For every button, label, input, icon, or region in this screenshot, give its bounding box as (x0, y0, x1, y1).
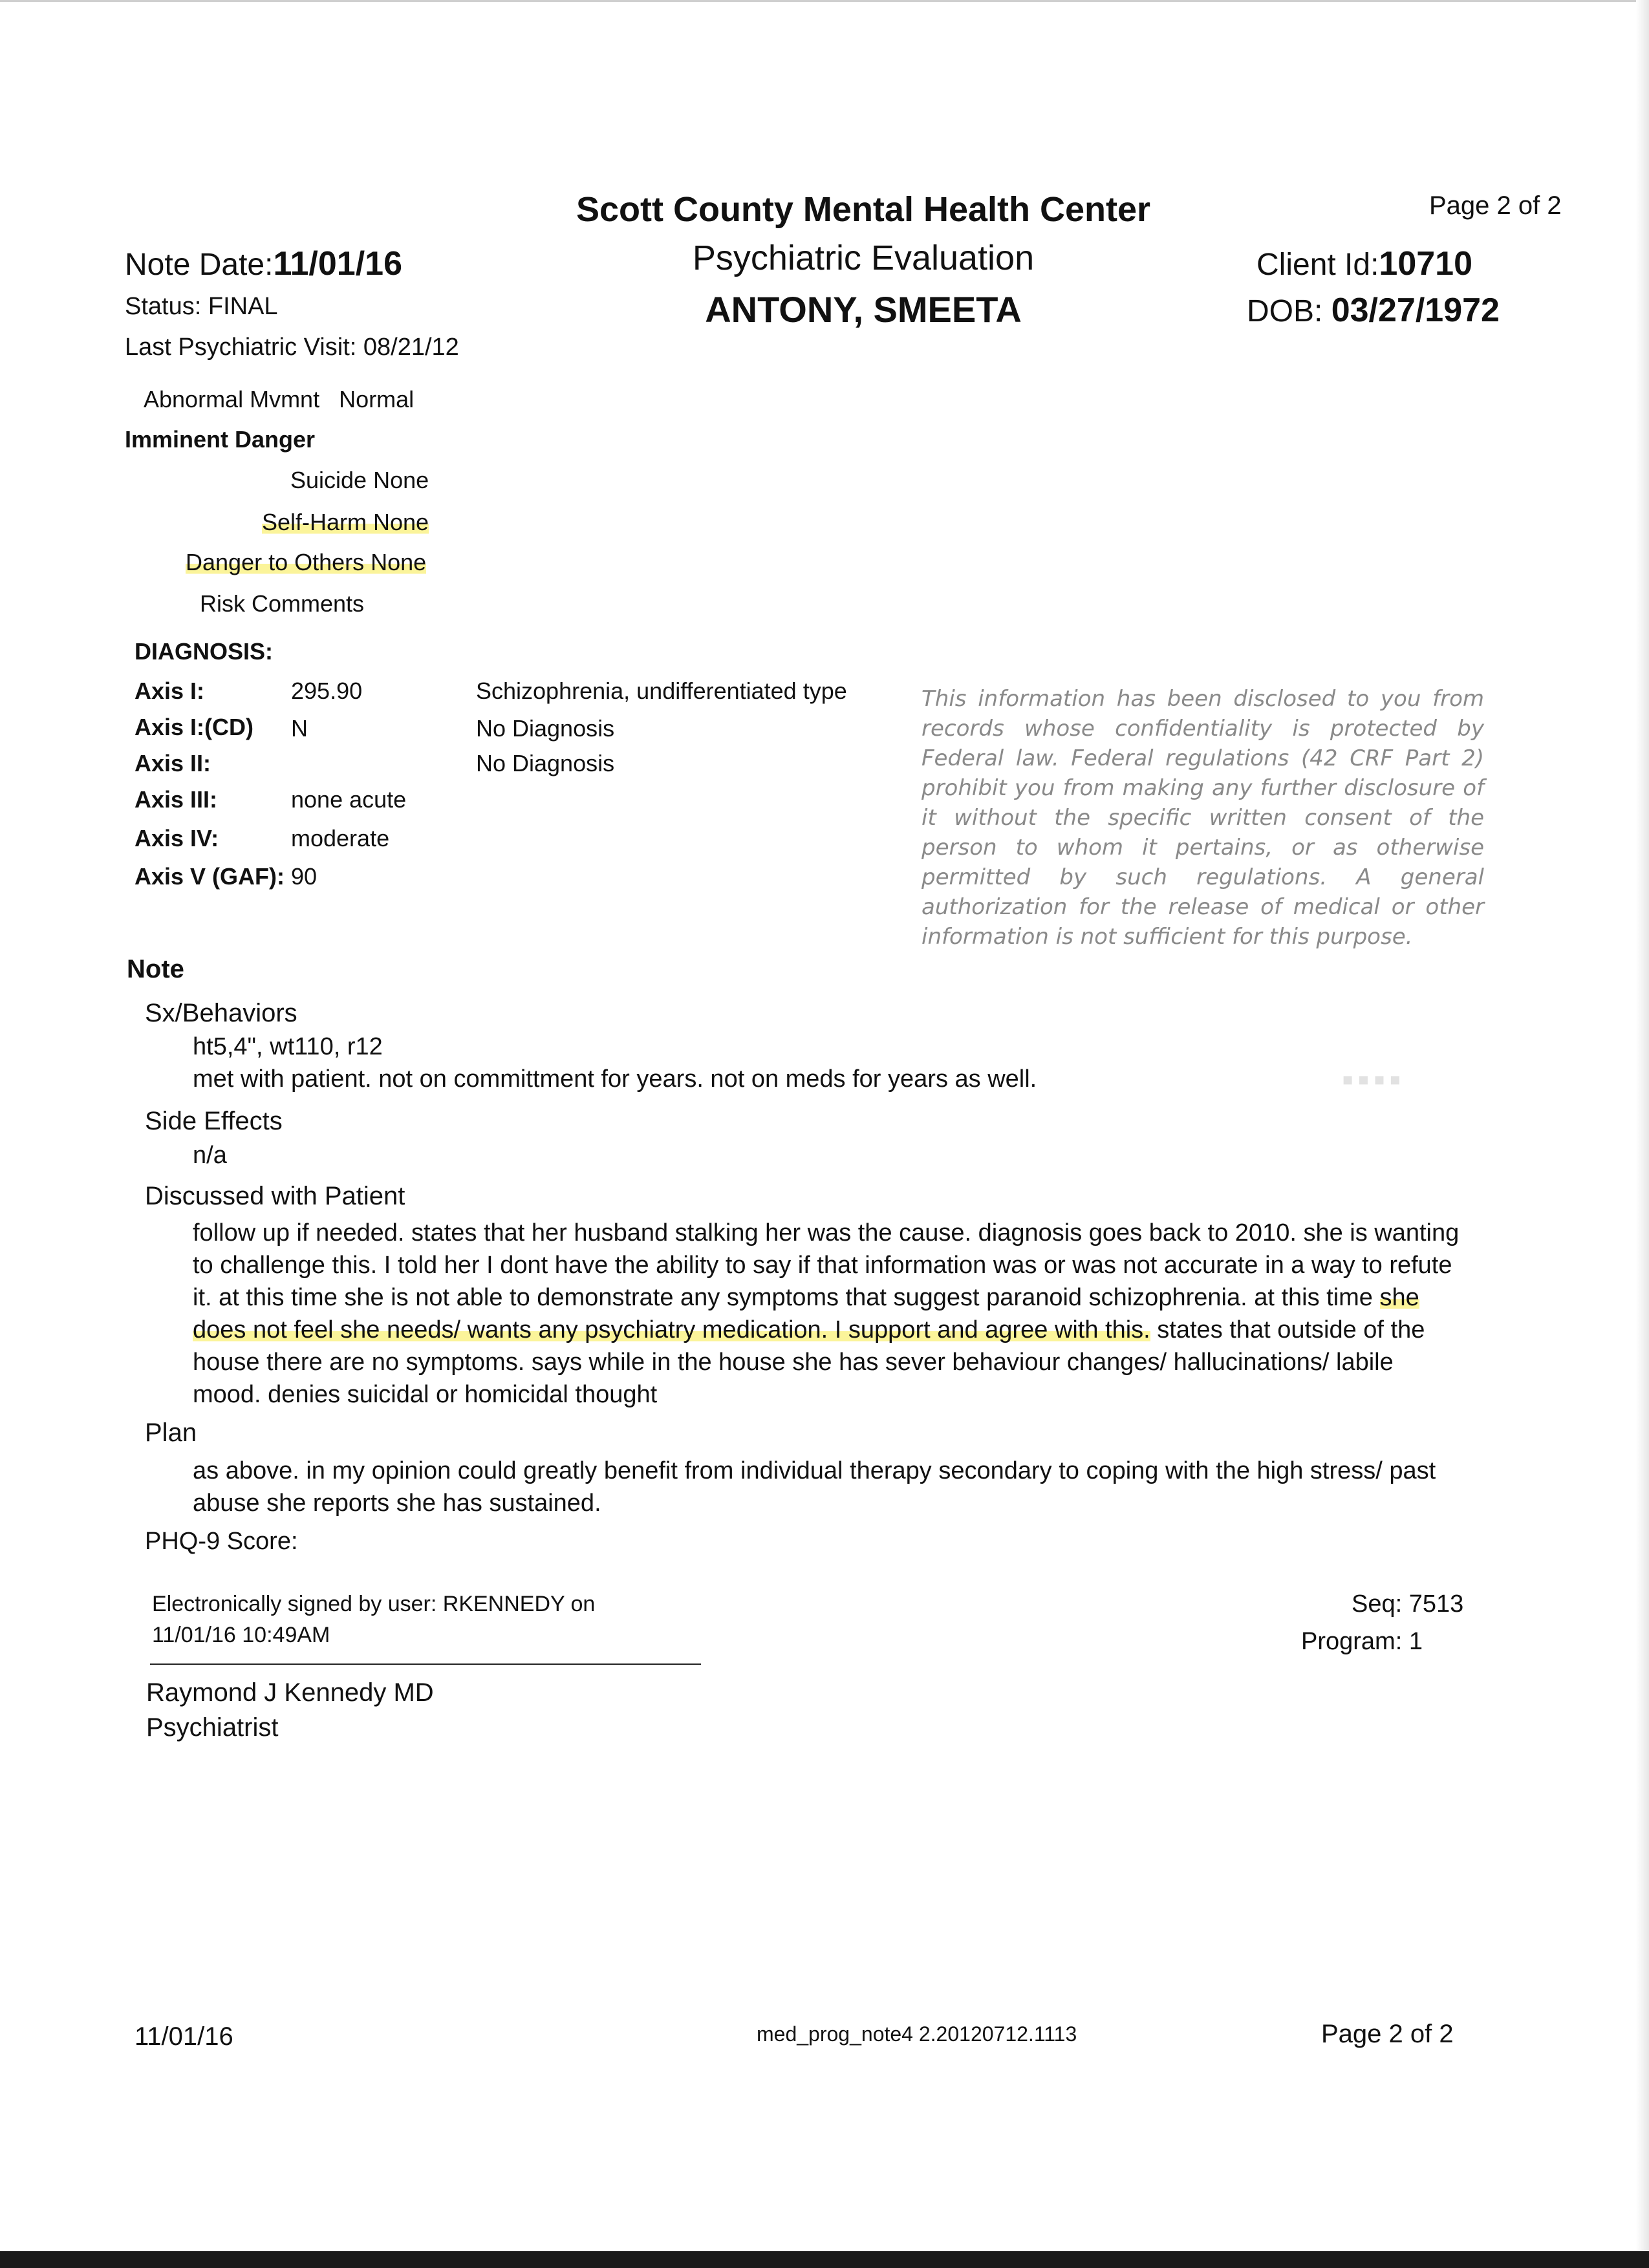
note-date-label: Note Date: (125, 248, 274, 282)
phq9-score-label: PHQ-9 Score: (145, 1528, 298, 1555)
plan-text: as above. in my opinion could greatly benefit from individual therapy secondary to coping with the high stress/ past abuse she reports she has sustained. (193, 1457, 1436, 1517)
note-date (125, 244, 402, 283)
scan-right-edge (1636, 0, 1649, 2250)
abnormal-movement (144, 386, 414, 413)
abnormal-movement-value: Normal (339, 386, 415, 412)
document-type: Psychiatric Evaluation (692, 239, 1035, 277)
discussed-with-patient-label: Discussed with Patient (145, 1182, 405, 1210)
axis-label: Axis IV: (135, 825, 219, 851)
discussed-text-part: follow up if needed. states that her husband stalking her was the cause. diagnosis goes back to 2010. she is wanting to challenge this. I told her I dont have the ability to say if that information was or was not accurate in a way to refute it. at this time she is not able to demonstrate any symptoms that suggest paranoid schizophrenia. at this time (193, 1219, 1460, 1311)
confidentiality-disclosure-stamp: This information has been disclosed to you from records whose confidentiality is protected by Federal law. Federal regulations (42 CRF Part 2) prohibit you from making any further disclosure of it without the specific written consent of the person to whom it pertains, or as otherwise permitted by such regulations. A general authorization for the release of medical or other information is not sufficient for this purpose. (921, 686, 1484, 950)
axis-label: Axis I:(CD) (135, 714, 254, 740)
axis-code: 90 (291, 863, 318, 890)
stamp-smudge: ▪▪▪▪ (1342, 1061, 1405, 1098)
footer-date: 11/01/16 (135, 2022, 233, 2051)
last-visit-label: Last Psychiatric Visit: (125, 334, 357, 361)
page-indicator-top: Page 2 of 2 (1429, 191, 1562, 220)
axis-code: N (291, 715, 308, 742)
e-signature-timestamp: 11/01/16 10:49AM (152, 1623, 330, 1647)
note-heading: Note (127, 955, 184, 983)
footer-page-indicator: Page 2 of 2 (1321, 2020, 1454, 2048)
dob-label: DOB: (1247, 294, 1323, 328)
axis-label: Axis V (GAF): (135, 863, 285, 890)
physician-name: Raymond J Kennedy MD (146, 1678, 434, 1707)
dob-value: 03/27/1972 (1331, 292, 1500, 329)
side-effects-text: n/a (193, 1142, 227, 1169)
scan-top-edge (0, 0, 1649, 2)
discussed-text-part: states that outside of the house there are no symptoms. says while in the house she has sever behaviour changes/ hallucinations/ labile mood. denies suicidal or homicidal thought (193, 1316, 1425, 1408)
highlighted-discussed-text: she does not feel she needs/ wants any psychiatry medication. I support and agree with this. (193, 1284, 1419, 1343)
scan-bottom-edge (0, 2251, 1649, 2268)
status-label: Status: (125, 293, 202, 320)
axis-label: Axis I: (135, 678, 205, 704)
axis-code: 295.90 (291, 678, 363, 704)
patient-name: ANTONY, SMEETA (705, 289, 1022, 330)
risk-comments: Risk Comments (200, 590, 365, 617)
client-id-value: 10710 (1379, 245, 1473, 283)
sequence-number: Seq: 7513 (1352, 1590, 1464, 1618)
axis-description: Schizophrenia, undifferentiated type (476, 678, 847, 704)
physician-title: Psychiatrist (146, 1713, 279, 1742)
status-value: FINAL (208, 293, 278, 320)
client-id-label: Client Id: (1256, 248, 1379, 282)
imminent-danger-heading: Imminent Danger (125, 426, 316, 453)
org-name: Scott County Mental Health Center (576, 190, 1151, 229)
discussed-with-patient-text (193, 1217, 1460, 1411)
note-date-value: 11/01/16 (273, 245, 402, 283)
axis-code: none acute (291, 786, 407, 813)
last-visit-value: 08/21/12 (363, 334, 459, 361)
axis-label: Axis II: (135, 750, 211, 776)
program-number: Program: 1 (1301, 1628, 1423, 1655)
axis-description: No Diagnosis (476, 750, 615, 776)
vitals-line: ht5,4", wt110, r12 (193, 1033, 383, 1060)
abnormal-movement-label: Abnormal Mvmnt (144, 386, 320, 412)
signature-rule (150, 1664, 701, 1665)
footer-form-id: med_prog_note4 2.20120712.1113 (757, 2022, 1077, 2046)
side-effects-label: Side Effects (145, 1107, 283, 1135)
axis-label: Axis III: (135, 786, 218, 813)
self-harm-risk: Self-Harm None (262, 509, 429, 535)
last-visit (125, 334, 459, 361)
suicide-risk: Suicide None (290, 467, 429, 493)
diagnosis-heading: DIAGNOSIS: (135, 638, 274, 665)
axis-description: No Diagnosis (476, 715, 615, 742)
dob (1247, 291, 1500, 330)
axis-code: moderate (291, 825, 390, 851)
status (125, 293, 278, 321)
sx-behaviors-label: Sx/Behaviors (145, 999, 297, 1027)
e-signature-line1: Electronically signed by user: RKENNEDY on (152, 1592, 596, 1616)
sx-behaviors-text: met with patient. not on committment for years. not on meds for years as well. (193, 1065, 1037, 1093)
plan-label: Plan (145, 1418, 197, 1447)
client-id (1256, 244, 1472, 283)
danger-to-others-risk: Danger to Others None (186, 549, 427, 575)
